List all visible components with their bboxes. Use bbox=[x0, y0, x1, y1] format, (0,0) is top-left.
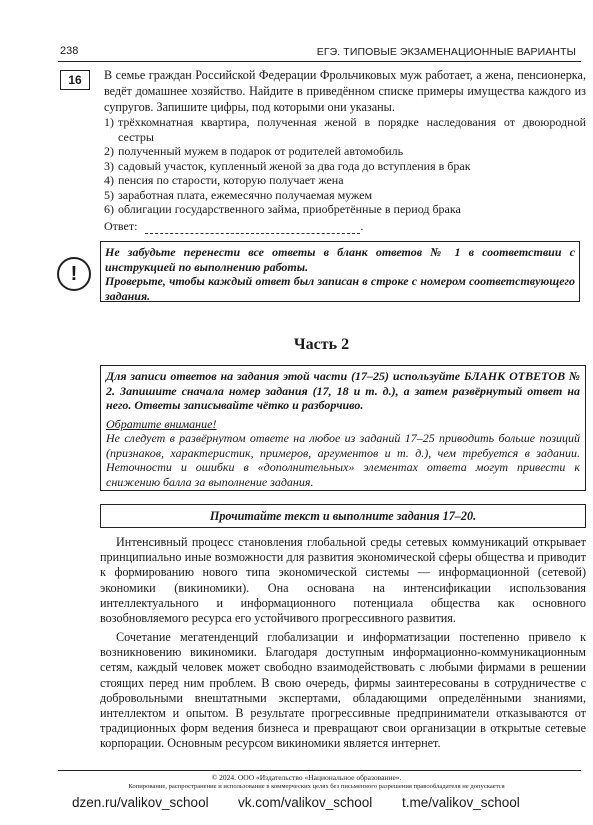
option-number: 5) bbox=[104, 187, 114, 202]
list-item bbox=[104, 202, 586, 217]
header-divider bbox=[58, 61, 581, 62]
option-number: 2) bbox=[104, 144, 114, 158]
notice-line-2: Проверьте, чтобы каждый ответ был записан в строке с номером соответствующего задания. bbox=[105, 274, 575, 303]
option-text: заработная плата, ежемесячно получаемая мужем bbox=[118, 187, 373, 202]
link-telegram[interactable]: t.me/valikov_school bbox=[402, 795, 520, 810]
attention-text: Не следует в развёрнутом ответе на любое из заданий 17–25 приводить больше позиций (признаков, характеристик, примеров, аргументов и т. д.), чем требуется в задании. Неточности и ошибки в «дополнительных» элементах ответа могут привести к снижению балла за выполнение задания. bbox=[106, 431, 580, 489]
option-text: облигации государственного займа, приобретённые в период брака bbox=[118, 202, 461, 216]
option-number: 6) bbox=[104, 202, 114, 216]
page-number: 238 bbox=[60, 45, 79, 57]
options-list bbox=[104, 115, 586, 217]
option-number: 4) bbox=[104, 173, 114, 187]
attention-title: Обратите внимание! bbox=[106, 416, 217, 431]
list-item bbox=[104, 188, 586, 203]
link-vk[interactable]: vk.com/valikov_school bbox=[238, 795, 373, 810]
list-item bbox=[104, 159, 586, 174]
answer-label: Ответ: bbox=[104, 219, 138, 233]
instruction-box bbox=[100, 365, 586, 491]
task-text: В семье граждан Российской Федерации Фрольчиковых муж работает, а жена, пенсионерка, ведёт домашнее хозяйство. Найдите в приведённом списке примеры имущества каждого из супругов. Запишите цифры, под которыми они указаны. bbox=[104, 68, 586, 114]
option-number: 1) bbox=[104, 115, 114, 129]
task-number-box: 16 bbox=[60, 70, 90, 90]
copyright-note: Копирование, распространение и использование в коммерческих целях без письменного разрешения правообладателя не допускается bbox=[128, 783, 505, 790]
text-paragraph-1: Интенсивный процесс становления глобальной среды сетевых коммуникаций открывает принципиально иные возможности для развития экономической сферы общества и приводит к формированию нового типа экономической системы — информационной (сетевой) экономики (викиномики). Она основана на интенсификации использования интеллектуального и информационного потенциала общества как основного возобновляемого ресурса его устойчивого прогрессивного развития. bbox=[100, 535, 586, 626]
option-text: полученный мужем в подарок от родителей автомобиль bbox=[118, 144, 404, 158]
option-text: садовый участок, купленный женой за два года до вступления в брак bbox=[118, 158, 471, 173]
list-item bbox=[104, 173, 586, 188]
part-title: Часть 2 bbox=[293, 336, 350, 353]
list-item bbox=[104, 115, 586, 144]
list-item bbox=[104, 144, 586, 159]
notice-box bbox=[100, 241, 580, 302]
exclamation-icon: ! bbox=[57, 257, 91, 291]
copyright: © 2024. ООО «Издательство «Национальное образование». bbox=[211, 773, 402, 782]
answer-field[interactable] bbox=[145, 221, 360, 234]
option-text: пенсия по старости, которую получает жена bbox=[118, 173, 344, 187]
link-dzen[interactable]: dzen.ru/valikov_school bbox=[72, 795, 209, 810]
read-task-box: Прочитайте текст и выполните задания 17–20. bbox=[100, 504, 586, 528]
answer-row: Ответ: . bbox=[104, 219, 364, 233]
instruction-text: Для записи ответов на задания этой части (17–25) используйте БЛАНК ОТВЕТОВ № 2. Запишите сначала номер задания (17, 18 и т. д.), а затем развёрнутый ответ на него. Ответы записывайте чётко и разборчиво. bbox=[106, 369, 580, 412]
running-title: ЕГЭ. ТИПОВЫЕ ЭКЗАМЕНАЦИОННЫЕ ВАРИАНТЫ bbox=[316, 46, 576, 58]
notice-line-1: Не забудьте перенести все ответы в бланк ответов № 1 в соответствии с инструкцией по выполнению работы. bbox=[105, 245, 575, 274]
text-paragraph-2: Сочетание мегатенденций глобализации и информатизации постепенно привело к возникновению викиномики. Благодаря доступным информационно-коммуникационным сетям, каждый человек может свободно взаимодействовать с любыми фирмами в решении стоящих перед ним проблем. В свою очередь, фирмы заинтересованы в сотрудничестве с добровольными внештатными экспертами, обладающими определёнными знаниями, интеллектом и опытом. В результате прогрессивные предприниматели отказываются от традиционных форм ведения бизнеса и превращают свои организации в открытые сетевые корпорации. Основным ресурсом викиномики является интернет. bbox=[100, 630, 586, 751]
footer-divider bbox=[58, 770, 581, 771]
option-text: трёхкомнатная квартира, полученная женой в порядке наследования от двоюродной сестры bbox=[118, 115, 586, 144]
option-number: 3) bbox=[104, 158, 114, 173]
